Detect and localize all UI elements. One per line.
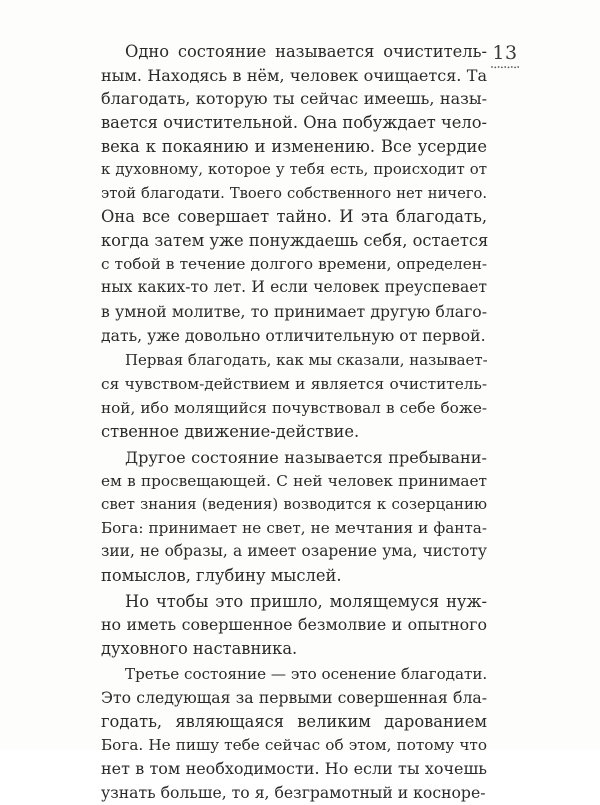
text-line: Она все совершает тайно. И эта благодать,: [101, 207, 487, 227]
text-line: Другое состояние называется пребывани-: [125, 447, 487, 467]
text-line: Бога. Не пишу тебе сейчас об этом, потому что: [101, 735, 487, 754]
text-line: Это следующая за первыми совершенная бла-: [101, 688, 487, 708]
text-line: этой благодати. Твоего собственного нет ничего.: [101, 184, 487, 202]
text-line: благодать, которую ты сейчас имеешь, назы-: [101, 89, 487, 109]
body-text: [101, 40, 487, 805]
text-line: дать, уже довольно отличительную от первой.: [101, 325, 486, 345]
text-line: ственное движение-действие.: [101, 422, 360, 442]
text-line: зии, не образы, а имеет озарение ума, чистоту: [101, 542, 487, 561]
text-line: но иметь совершенное безмолвие и опытного: [101, 615, 487, 635]
text-line: с тобой в течение долгого времени, определен-: [101, 254, 487, 273]
paragraph: [101, 40, 487, 347]
text-line: узнать больше, то я, безграмотный и косноре-: [101, 782, 486, 802]
text-line: Одно состояние называется очиститель-: [125, 42, 487, 61]
text-line: духовного наставника.: [101, 639, 298, 659]
dotted-ornament-icon: [490, 65, 520, 69]
page-number: 13: [492, 42, 518, 64]
text-line: когда затем уже понуждаешь себя, остается: [101, 231, 489, 251]
text-line: Первая благодать, как мы сказали, называет-: [125, 351, 488, 370]
paragraph: [101, 349, 487, 444]
text-line: в умной молитве, то принимает другую благо-: [101, 302, 487, 322]
text-line: свет знания (ведения) возводится к созерцанию: [101, 495, 487, 514]
text-line: вается очистительной. Она побуждает чело-: [101, 112, 487, 132]
text-line: ся чувством-действием и является очиститель-: [101, 374, 487, 393]
paragraph: [101, 590, 487, 661]
text-line: Третье состояние — это осенение благодати.: [125, 664, 488, 683]
text-line: Бога: принимает не свет, не мечтания и фанта-: [101, 518, 487, 537]
text-line: ным. Находясь в нём, человек очищается. Та: [101, 65, 487, 85]
text-line: ем в просвещающей. С ней человек принимает: [101, 471, 487, 490]
text-line: годать, являющаяся великим дарованием: [101, 711, 487, 731]
text-line: к духовному, которое у тебя есть, происходит от: [101, 160, 487, 179]
text-line: помыслов, глубину мыслей.: [101, 566, 342, 586]
text-line: ных каких-то лет. И если человек преуспевает: [101, 278, 487, 297]
paragraph: [101, 446, 487, 588]
text-line: века к покаянию и изменению. Все усердие: [101, 136, 487, 156]
text-line: нет в том необходимости. Но если ты хочешь: [101, 759, 487, 779]
text-line: ной, ибо молящийся почувствовал в себе боже-: [101, 398, 487, 417]
paragraph: [101, 663, 487, 805]
text-line: Но чтобы это пришло, молящемуся нуж-: [125, 591, 487, 611]
page-number-block: [487, 42, 523, 69]
